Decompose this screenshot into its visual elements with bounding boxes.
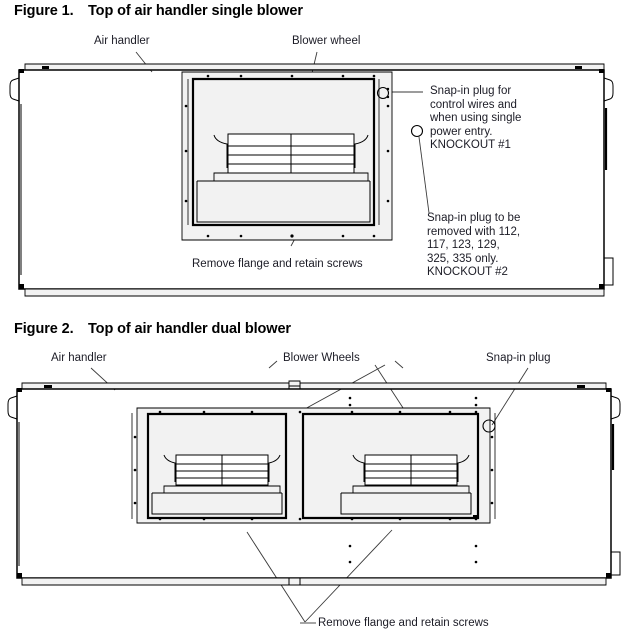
knockout-2-line-5: KNOCKOUT #2 <box>427 266 508 279</box>
figure-1-number: Figure 1. <box>14 3 74 19</box>
knockout-1-line-2: control wires and <box>430 98 517 111</box>
knockout-2-line-1: Snap-in plug to be <box>427 212 521 224</box>
knockout-2-line-2: removed with 112, <box>427 225 521 238</box>
knockout-1-line-3: when using single <box>430 112 522 125</box>
knockout-2-line-4: 325, 335 only. <box>427 252 499 265</box>
figure-2-label-remove-flange: Remove flange and retain screws <box>318 617 489 629</box>
figure-2-number: Figure 2. <box>14 321 74 337</box>
figure-1-caption: Top of air handler single blower <box>88 3 303 19</box>
figure-1-label-air-handler: Air handler <box>94 35 150 47</box>
figure-1-label-blower-wheel: Blower wheel <box>292 35 361 47</box>
figure-2-blower-compartments <box>132 408 495 523</box>
figure-2-label-air-handler: Air handler <box>51 352 107 364</box>
knockout-1-line-4: power entry. <box>430 125 493 138</box>
figure-2-label-blower-wheels: Blower Wheels <box>283 352 360 364</box>
knockout-1-line-5: KNOCKOUT #1 <box>430 139 511 152</box>
figure-2-caption: Top of air handler dual blower <box>88 321 291 337</box>
figure-2-label-snap-in-plug: Snap-in plug <box>486 352 551 364</box>
knockout-1-line-1: Snap-in plug for <box>430 85 512 97</box>
figure-1-label-remove-flange: Remove flange and retain screws <box>192 258 363 270</box>
knockout-2-line-3: 117, 123, 129, <box>427 239 500 252</box>
